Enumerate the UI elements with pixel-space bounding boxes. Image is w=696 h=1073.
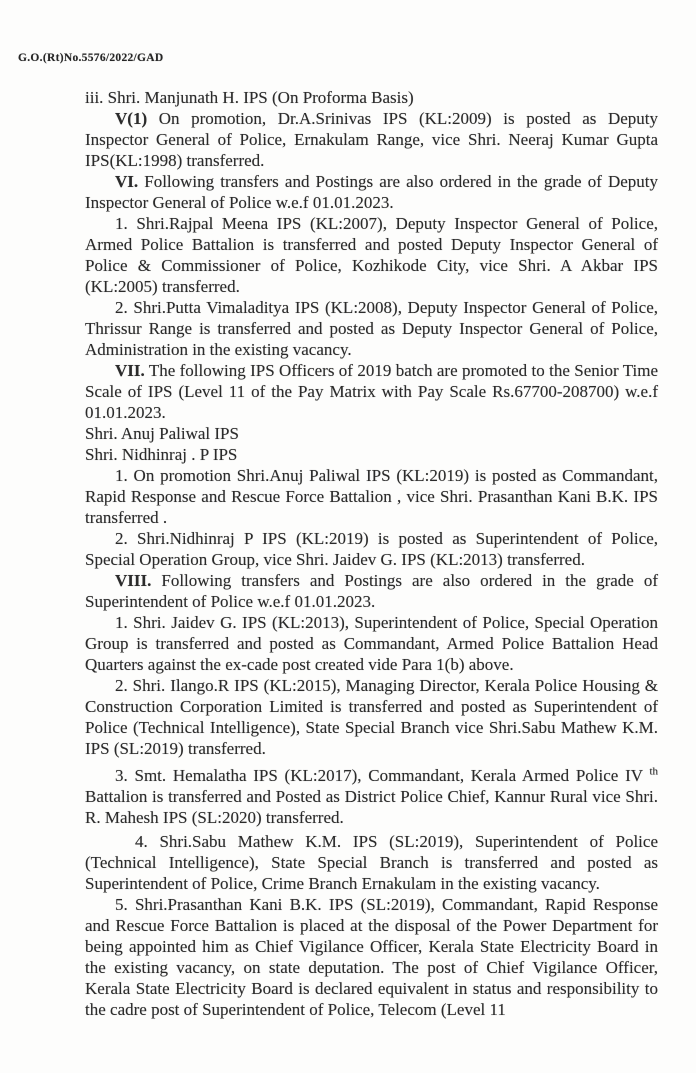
text-segment: VII. [115, 361, 145, 380]
para-vi-heading [85, 171, 658, 213]
para-viii-item4-sabu-mathew [85, 831, 658, 894]
text-segment: 1. On promotion Shri.Anuj Paliwal IPS (KL:2019) is posted as Commandant, Rapid Response and Rescue Force Battalion , vice Shri. Prasanthan Kani B.K. IPS transferred . [85, 466, 658, 527]
para-officer-nidhinraj [85, 444, 658, 465]
go-number: G.O.(Rt)No.5576/2022/GAD [18, 52, 164, 64]
para-viii-item2-ilango [85, 675, 658, 759]
text-segment: 5. Shri.Prasanthan Kani B.K. IPS (SL:2019), Commandant, Rapid Response and Rescue Force Battalion is placed at the disposal of the Power Department for being appointed him as Chief Vigilance Officer, Kerala State Electricity Board in the existing vacancy, on state deputation. The post of Chief Vigilance Officer, Kerala State Electricity Board is declared equivalent in status and responsibility to the cadre post of Superintendent of Police, Telecom (Level 11 [85, 895, 658, 1019]
para-v1-srinivas [85, 108, 658, 171]
para-vi-item1-rajpal-meena [85, 213, 658, 297]
text-segment: iii. Shri. Manjunath H. IPS (On Proforma Basis) [85, 88, 414, 107]
text-segment: Shri. Anuj Paliwal IPS [85, 424, 239, 443]
text-segment: 3. Smt. Hemalatha IPS (KL:2017), Commandant, Kerala Armed Police IV [115, 766, 650, 785]
text-segment: 1. Shri. Jaidev G. IPS (KL:2013), Superintendent of Police, Special Operation Group is transferred and posted as Commandant, Armed Police Battalion Head Quarters against the ex-cade post created vide Para 1(b) above. [85, 613, 658, 674]
text-segment: V(1) [115, 109, 148, 128]
text-segment: 2. Shri.Nidhinraj P IPS (KL:2019) is posted as Superintendent of Police, Special Operation Group, vice Shri. Jaidev G. IPS (KL:2013) transferred. [85, 529, 658, 569]
text-segment: 2. Shri. Ilango.R IPS (KL:2015), Managing Director, Kerala Police Housing & Construction Corporation Limited is transferred and posted as Superintendent of Police (Technical Intelligence), State Special Branch vice Shri.Sabu Mathew K.M. IPS (SL:2019) transferred. [85, 676, 658, 758]
text-segment: 4. Shri.Sabu Mathew K.M. IPS (SL:2019), Superintendent of Police (Technical Intelligence), State Special Branch is transferred and posted as Superintendent of Police, Crime Branch Ernakulam in the existing vacancy. [85, 832, 658, 893]
para-vii-item1-anuj-paliwal [85, 465, 658, 528]
document-body [85, 87, 658, 1020]
text-segment: On promotion, Dr.A.Srinivas IPS (KL:2009) is posted as Deputy Inspector General of Police, Ernakulam Range, vice Shri. Neeraj Kumar Gupta IPS(KL:1998) transferred. [85, 109, 658, 170]
para-vii-heading [85, 360, 658, 423]
text-segment: th [649, 765, 658, 778]
para-vi-item2-putta-vimaladitya [85, 297, 658, 360]
text-segment: VI. [115, 172, 139, 191]
text-segment: Shri. Nidhinraj . P IPS [85, 445, 238, 464]
para-iii-manjunath [85, 87, 658, 108]
text-segment: VIII. [115, 571, 152, 590]
text-segment: Battalion is transferred and Posted as District Police Chief, Kannur Rural vice Shri. R. Mahesh IPS (SL:2020) transferred. [85, 787, 658, 827]
para-vii-item2-nidhinraj [85, 528, 658, 570]
text-segment: 1. Shri.Rajpal Meena IPS (KL:2007), Deputy Inspector General of Police, Armed Police Battalion is transferred and posted Deputy Inspector General of Police & Commissioner of Police, Kozhikode City, vice Shri. A Akbar IPS (KL:2005) transferred. [85, 214, 658, 296]
text-segment: 2. Shri.Putta Vimaladitya IPS (KL:2008), Deputy Inspector General of Police, Thrissur Range is transferred and posted as Deputy Inspector General of Police, Administration in the existing vacancy. [85, 298, 658, 359]
para-viii-item5-prasanthan [85, 894, 658, 1020]
para-officer-anuj-paliwal [85, 423, 658, 444]
para-viii-item1-jaidev [85, 612, 658, 675]
text-segment: The following IPS Officers of 2019 batch are promoted to the Senior Time Scale of IPS (Level 11 of the Pay Matrix with Pay Scale Rs.67700-208700) w.e.f 01.01.2023. [85, 361, 658, 422]
text-segment: Following transfers and Postings are also ordered in the grade of Deputy Inspector General of Police w.e.f 01.01.2023. [85, 172, 658, 212]
para-viii-item3-hemalatha [85, 765, 658, 828]
para-viii-heading [85, 570, 658, 612]
text-segment: Following transfers and Postings are also ordered in the grade of Superintendent of Police w.e.f 01.01.2023. [85, 571, 658, 611]
